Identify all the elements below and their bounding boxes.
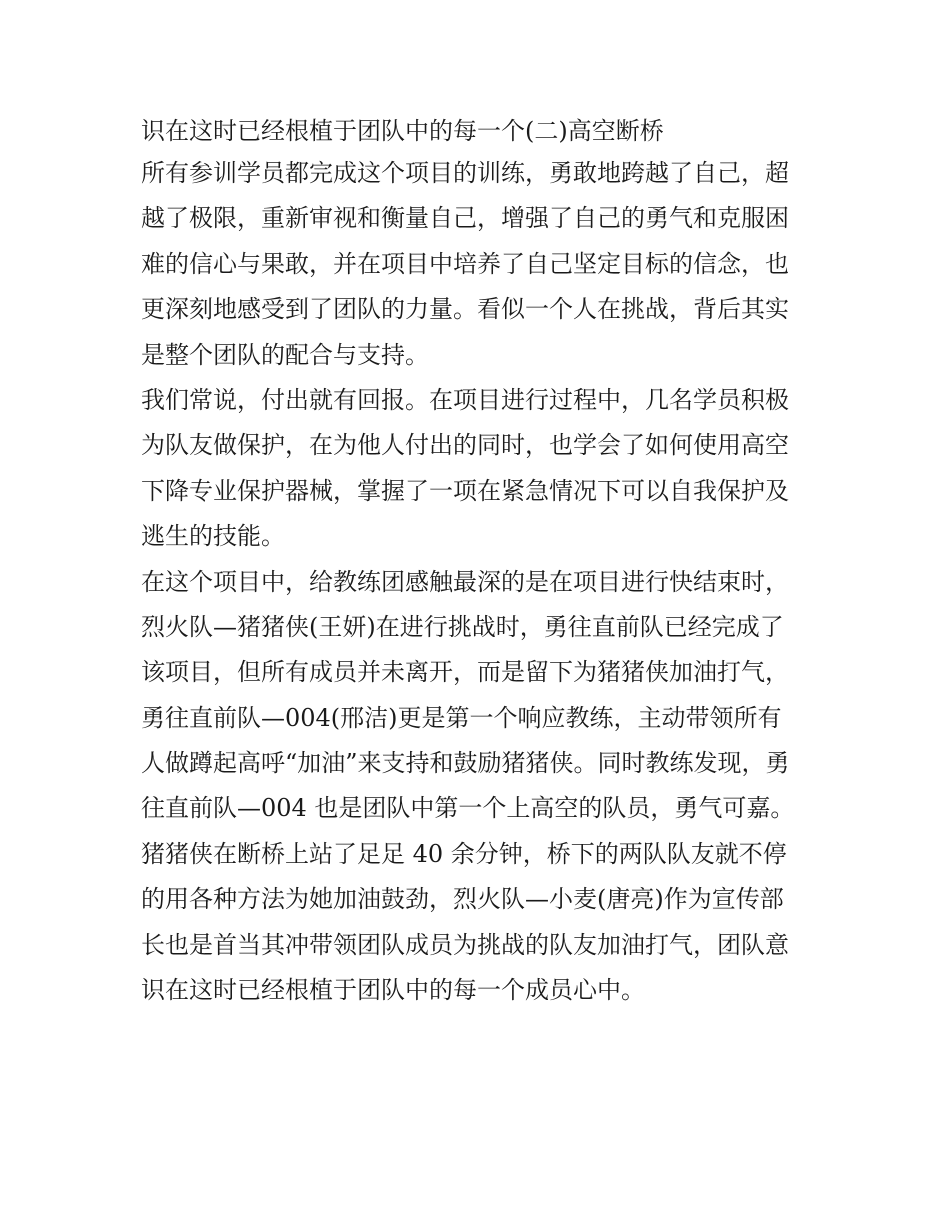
text-line: 所有参训学员都完成这个项目的训练，勇敢地跨越了自己，超 [141,159,789,187]
text-line: 该项目，但所有成员并未离开，而是留下为猪猪侠加油打气， [141,658,789,687]
text-line: 难的信心与果敢，并在项目中培养了自己坚定目标的信念，也 [141,249,789,278]
text-line: 往直前队—004 也是团队中第一个上高空的队员，勇气可嘉。 [141,794,795,823]
text-line: 烈火队—猪猪侠(王妍)在进行挑战时，勇往直前队已经完成了 [141,612,784,641]
text-line: 是整个团队的配合与支持。 [141,340,429,369]
text-line: 为队友做保护，在为他人付出的同时，也学会了如何使用高空 [141,431,789,460]
text-line: 的用各种方法为她加油鼓劲，烈火队—小麦(唐亮)作为宣传部 [141,885,784,914]
text-line: 下降专业保护器械，掌握了一项在紧急情况下可以自我保护及 [141,476,789,505]
text-line: 人做蹲起高呼“加油”来支持和鼓励猪猪侠。同时教练发现，勇 [141,749,790,778]
text-line: 在这个项目中，给教练团感触最深的是在项目进行快结束时， [141,567,789,596]
text-line: 勇往直前队—004(邢洁)更是第一个响应教练，主动带领所有 [141,703,782,732]
text-line: 识在这时已经根植于团队中的每一个(二)高空断桥 [141,117,664,145]
text-line: 猪猪侠在断桥上站了足足 40 余分钟，桥下的两队队友就不停 [141,839,787,868]
text-line: 逃生的技能。 [141,522,285,551]
document-body [141,111,831,1013]
text-line: 我们常说，付出就有回报。在项目进行过程中，几名学员积极 [141,385,789,414]
text-line: 越了极限，重新审视和衡量自己，增强了自己的勇气和克服困 [141,204,789,233]
text-line: 识在这时已经根植于团队中的每一个成员心中。 [141,976,645,1005]
text-line: 更深刻地感受到了团队的力量。看似一个人在挑战，背后其实 [141,295,789,324]
text-line: 长也是首当其冲带领团队成员为挑战的队友加油打气，团队意 [141,930,789,959]
